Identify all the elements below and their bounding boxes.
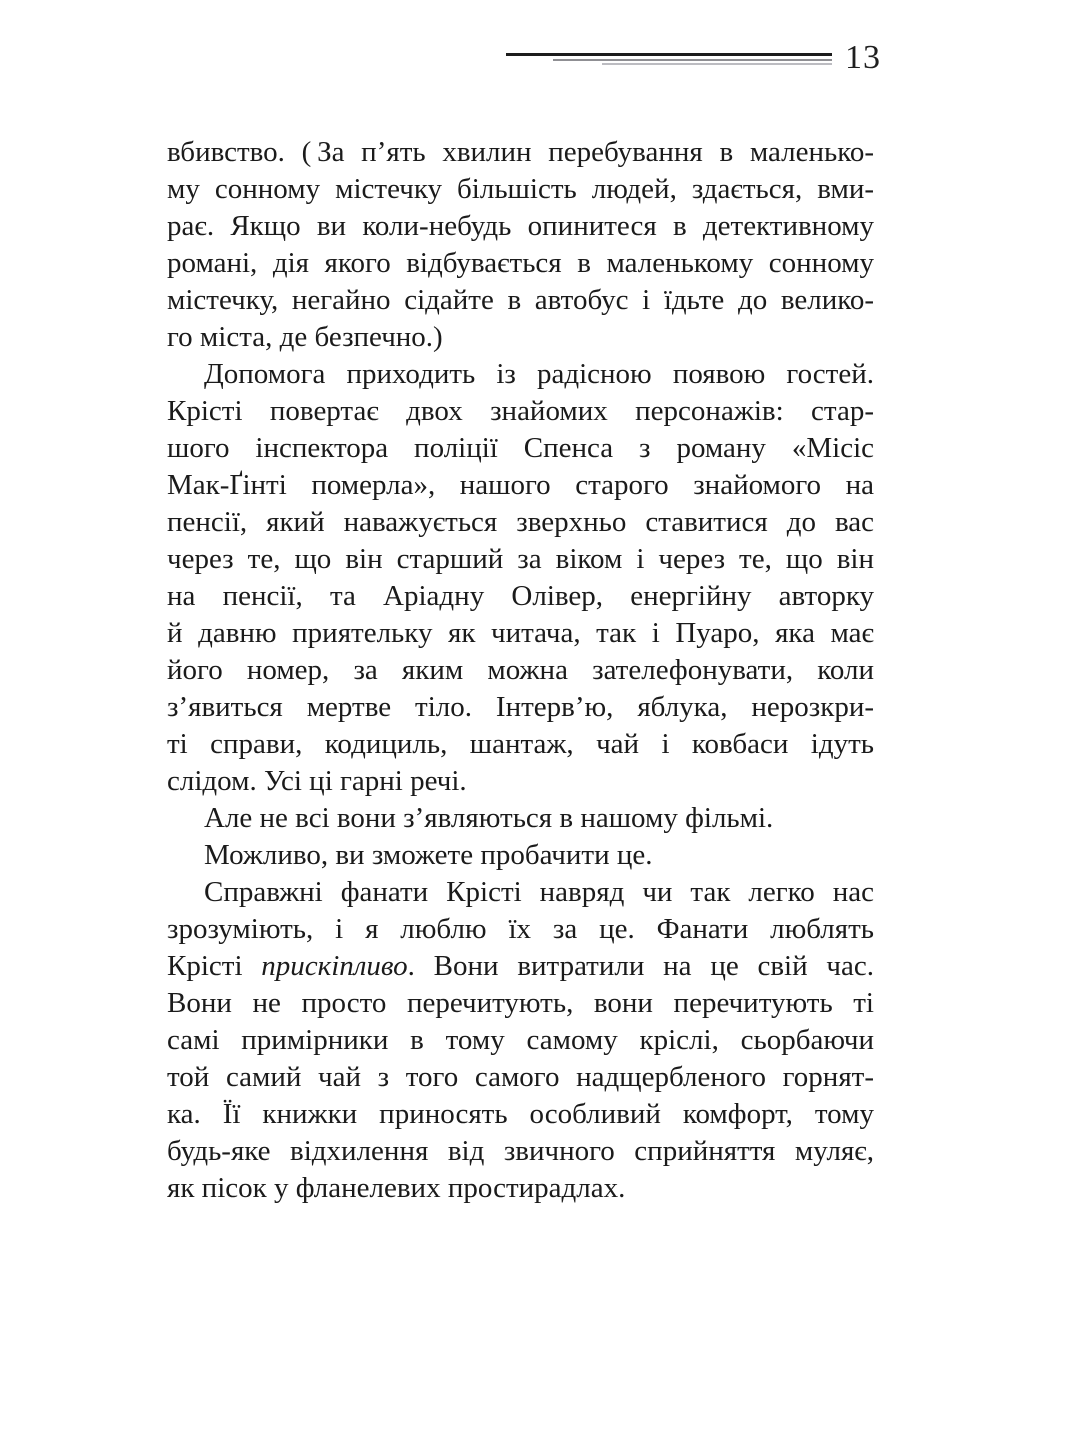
text-segment: той самий чай з того самого надщербленого горнят- — [167, 1061, 874, 1093]
text-segment: пенсії, який наважується зверхньо ставитися до вас — [167, 506, 874, 538]
text-segment: ті справи, кодициль, шантаж, чай і ковбаси ідуть — [167, 728, 874, 760]
text-line — [167, 134, 874, 171]
text-segment: будь-яке відхилення від звичного сприйняття муляє, — [167, 1135, 874, 1167]
text-line — [167, 911, 874, 948]
text-segment: з’явиться мертве тіло. Інтерв’ю, яблука, нерозкри- — [167, 691, 874, 723]
text-segment: як пісок у фланелевих простирадлах. — [167, 1172, 626, 1204]
text-segment: зрозуміють, і я люблю їх за це. Фанати люблять — [167, 913, 874, 945]
text-segment: му сонному містечку більшість людей, здається, вми- — [167, 173, 874, 205]
italic-text: прискіпливо — [261, 950, 408, 982]
text-segment: шого інспектора поліції Спенса з роману «Місіс — [167, 432, 874, 464]
text-block — [167, 134, 874, 1207]
text-line — [167, 541, 874, 578]
text-line — [167, 652, 874, 689]
text-segment: слідом. Усі ці гарні речі. — [167, 765, 467, 797]
header-rule-line-3 — [602, 63, 832, 65]
text-segment: романі, дія якого відбувається в маленькому сонному — [167, 247, 874, 279]
text-line — [167, 504, 874, 541]
text-line — [167, 171, 874, 208]
text-segment: Допомога приходить із радісною появою гостей. — [204, 358, 874, 390]
text-segment: рає. Якщо ви коли-небудь опинитеся в детективному — [167, 210, 874, 242]
text-line — [167, 837, 874, 874]
text-segment: Справжні фанати Крісті навряд чи так легко нас — [204, 876, 874, 908]
text-line — [167, 1096, 874, 1133]
text-line — [167, 356, 874, 393]
text-line — [167, 467, 874, 504]
header-rule-line-1 — [506, 53, 832, 56]
text-segment: Але не всі вони з’являються в нашому фільмі. — [204, 802, 774, 834]
text-line — [167, 615, 874, 652]
text-line — [167, 985, 874, 1022]
text-line — [167, 763, 874, 800]
text-segment: самі примірники в тому самому кріслі, сьорбаючи — [167, 1024, 874, 1056]
text-line — [167, 1170, 874, 1207]
text-line — [167, 1059, 874, 1096]
text-line — [167, 393, 874, 430]
text-segment: через те, що він старший за віком і через те, що він — [167, 543, 874, 575]
text-segment: . Вони витратили на це свій час. — [407, 950, 874, 982]
header-rule-line-2 — [553, 59, 832, 61]
text-line — [167, 689, 874, 726]
text-segment: вбивство. ( За п’ять хвилин перебування в маленько- — [167, 136, 874, 168]
text-segment: Мак-Ґінті померла», нашого старого знайомого на — [167, 469, 874, 501]
text-segment: Можливо, ви зможете пробачити це. — [204, 839, 653, 871]
text-segment: містечку, негайно сідайте в автобус і їдьте до велико- — [167, 284, 874, 316]
text-segment: на пенсії, та Аріадну Олівер, енергійну авторку — [167, 580, 874, 612]
text-segment: й давню приятельку як читача, так і Пуаро, яка має — [167, 617, 874, 649]
text-line — [167, 874, 874, 911]
text-line — [167, 800, 874, 837]
text-segment: Вони не просто перечитують, вони перечитують ті — [167, 987, 874, 1019]
text-line — [167, 1022, 874, 1059]
text-line — [167, 282, 874, 319]
text-line — [167, 1133, 874, 1170]
text-segment: його номер, за яким можна зателефонувати, коли — [167, 654, 874, 686]
text-segment: ка. Її книжки приносять особливий комфорт, тому — [167, 1098, 874, 1130]
text-line — [167, 578, 874, 615]
text-line — [167, 430, 874, 467]
text-line — [167, 208, 874, 245]
text-line — [167, 726, 874, 763]
text-line — [167, 948, 874, 985]
text-line — [167, 319, 874, 356]
text-segment: Крісті — [167, 950, 262, 982]
page-number: 13 — [845, 39, 881, 76]
text-line — [167, 245, 874, 282]
text-segment: го міста, де безпечно.) — [167, 321, 443, 353]
text-segment: Крісті повертає двох знайомих персонажів: стар- — [167, 395, 874, 427]
